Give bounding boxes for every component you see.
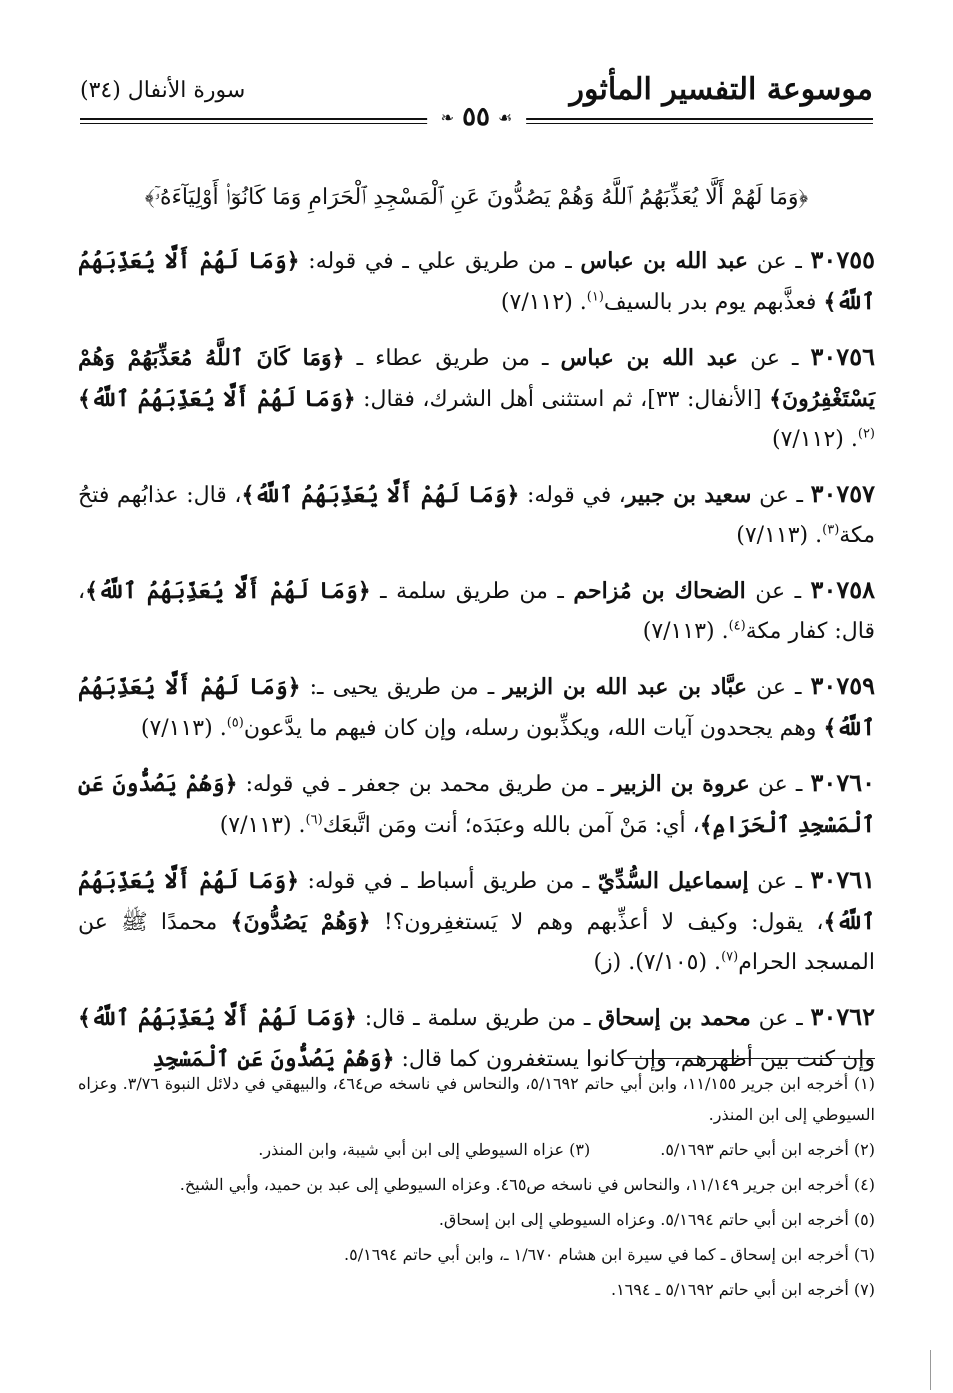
footnote-pair xyxy=(78,1134,875,1165)
narrator-name: عبد الله بن عباس xyxy=(580,248,748,274)
entry-number: ٣٠٧٥٩ xyxy=(810,671,875,700)
entry-text: ، قال: كفار مكة xyxy=(78,579,875,644)
entry-text: ـ من طريق سلمة ـ قال: xyxy=(356,1006,599,1031)
entry-text: ـ من طريق محمد بن جعفر ـ في قوله: xyxy=(237,772,612,797)
page-number: ٥٥ xyxy=(462,102,490,132)
quran-quote: ﴿وَمَا لَهُمْ أَلَّا يُعَذِّبَهُمُ ٱللَّهُ﴾ xyxy=(78,868,875,935)
entry-text: ـ من طريق سلمة ـ xyxy=(370,579,574,604)
ornament-icon: ☙ xyxy=(498,107,513,127)
volume-ref: . (٧/١١٣) xyxy=(219,813,306,838)
entry xyxy=(78,240,875,323)
footnote: (٥) أخرجه ابن أبي حاتم ٥/١٦٩٤. وعزاه السيوطي إلى ابن إسحاق. xyxy=(438,1210,875,1229)
entry-number: ٣٠٧٦١ xyxy=(810,865,875,894)
book-title: موسوعة التفسير المأثور xyxy=(569,72,873,107)
quran-quote: ﴿وَمَا كَانَ ٱللَّهُ مُعَذِّبَهُمْ وَهُمْ يَسْتَغْفِرُونَ﴾ xyxy=(78,345,876,412)
entry-text: ، في قوله: xyxy=(519,483,626,508)
volume-ref: . (٧/١١٣) xyxy=(642,619,729,644)
entry-text: ـ عن xyxy=(750,1006,811,1031)
entry-text: ، أي: مَنْ آمن بالله وعبَدَه؛ أنت ومَن اتَّبعَك xyxy=(322,813,700,838)
entry-number: ٣٠٧٥٨ xyxy=(810,575,875,604)
narrator-name: سعيد بن جبير xyxy=(625,482,752,508)
footnote: (١) أخرجه ابن جرير ١١/١٥٥، وابن أبي حاتم ٥/١٦٩٢، والنحاس في ناسخه ص٤٦٤، والبيهقي في دلائل النبوة ٣/٧٦. وعزاه السيوطي إلى ابن المنذر. xyxy=(78,1074,876,1124)
entry-text: ـ عن xyxy=(745,579,811,604)
volume-ref: . (٧/١١٢) xyxy=(772,427,858,452)
volume-ref: . (٧/١١٣) xyxy=(736,523,823,548)
entry-number: ٣٠٧٥٦ xyxy=(810,342,875,371)
quran-quote: ﴿وَمَا لَهُمْ أَلَّا يُعَذِّبَهُمُ ٱللَّهُ﴾ xyxy=(78,248,875,315)
entry xyxy=(78,860,875,983)
volume-ref: . (٧/١٠٥). (ز) xyxy=(593,950,722,975)
entry-text: ـ عن xyxy=(749,772,811,797)
surah-title: سورة الأنفال (٣٤) xyxy=(80,78,246,103)
entry xyxy=(78,763,875,846)
main-text xyxy=(78,178,875,1094)
entry xyxy=(78,337,875,460)
entry-text: وإن كنت بين أظهرهم، وإن كانوا يستغفرون كما قال: xyxy=(394,1047,875,1072)
footnote-marker: (٥) xyxy=(226,715,244,731)
verse-heading: ﴿وَمَا لَهُمْ أَلَّا يُعَذِّبَهُمُ ٱللَّهُ وَهُمْ يَصُدُّونَ عَنِ ٱلْمَسْجِدِ ٱلْحَرَامِ وَمَا كَانُوٓا۟ أَوْلِيَآءَهُۥٓ﴾ xyxy=(144,185,809,210)
entry-text: ـ عن xyxy=(747,675,811,700)
entry-text: ـ عن xyxy=(748,869,811,894)
quran-quote: ﴿وَمَا لَهُمْ أَلَّا يُعَذِّبَهُمُ ٱللَّهُ﴾ xyxy=(85,578,371,604)
footnote: (٣) عزاه السيوطي إلى ابن أبي شيبة، وابن المنذر. xyxy=(258,1140,591,1159)
footnote: (٦) أخرجه ابن إسحاق ـ كما في سيرة ابن هشام ١/٦٧٠ ـ، وابن أبي حاتم ٥/١٦٩٤. xyxy=(344,1245,875,1264)
footnote: (٤) أخرجه ابن جرير ١١/١٤٩، والنحاس في ناسخه ص٤٦٥. وعزاه السيوطي إلى عبد بن حميد، وأبي الشيخ. xyxy=(179,1175,875,1194)
volume-ref: . (٧/١١٣) xyxy=(140,716,227,741)
entry-text: ـ من طريق علي ـ في قوله: xyxy=(299,249,581,274)
entry-number: ٣٠٧٦٠ xyxy=(810,768,875,797)
narrator-name: عبد الله بن عباس xyxy=(560,345,739,371)
footnote: (٢) أخرجه ابن أبي حاتم ٥/١٦٩٣. xyxy=(660,1140,875,1159)
footnote-marker: (١) xyxy=(586,289,604,305)
quran-quote: ﴿وَمَا لَهُمْ أَلَّا يُعَذِّبَهُمُ ٱللَّهُ﴾ xyxy=(78,674,875,741)
footnote-divider xyxy=(620,1058,875,1059)
quran-quote: ﴿وَهُمْ يَصُدُّونَ﴾ xyxy=(230,909,371,935)
entry-text: ، قال: عذابُهم فتحُ مكة xyxy=(78,483,875,548)
entry xyxy=(78,570,875,652)
footnote-marker: (٤) xyxy=(728,618,746,634)
narrator-name: عبَّاد بن عبد الله بن الزبير xyxy=(503,674,747,700)
entry-text: ـ من طريق عطاء ـ xyxy=(344,346,561,371)
page-number-box xyxy=(427,102,527,132)
entry-text: ، يقول: وكيف لا أعذِّبهم وهم لا يَستغفِرون؟! xyxy=(370,910,824,935)
footnote-marker: (٧) xyxy=(721,949,739,965)
volume-ref: . (٧/١١٢) xyxy=(500,290,587,315)
quran-quote: ﴿وَمَا لَهُمْ أَلَّا يُعَذِّبَهُمُ ٱللَّهُ﴾ xyxy=(78,1005,357,1031)
quran-quote: ﴿وَمَا لَهُمْ أَلَّا يُعَذِّبَهُمُ ٱللَّهُ﴾ xyxy=(241,482,520,508)
entry-text: ـ عن xyxy=(738,346,811,371)
entry-text: ـ عن xyxy=(748,249,811,274)
entry-text: محمدًا ﷺ عن المسجد الحرام xyxy=(78,910,875,975)
entry xyxy=(78,474,875,556)
entry-number: ٣٠٧٥٥ xyxy=(810,245,875,274)
entry-text: وهم يجحدون آيات الله، ويكذِّبون رسله، وإن كان فيهم ما يدَّعون xyxy=(243,716,824,741)
page-header xyxy=(80,72,873,132)
footnotes xyxy=(78,1068,875,1309)
footnote-marker: (٣) xyxy=(822,522,840,538)
narrator-name: الضحاك بن مُزاحم xyxy=(573,578,746,604)
footnote: (٧) أخرجه ابن أبي حاتم ٥/١٦٩٢ ـ ١٦٩٤. xyxy=(610,1280,875,1299)
entry xyxy=(78,666,875,749)
quran-quote: ﴿وَهُمْ يَصُدُّونَ عَنِ ٱلْمَسْجِدِ xyxy=(152,1046,395,1072)
footnote-marker: (٦) xyxy=(305,812,323,828)
entry-text: [الأنفال: ٣٣]، ثم استثنى أهل الشرك، فقال: xyxy=(355,387,770,412)
footnote-marker: (٢) xyxy=(857,426,875,442)
entry-text: فعذَّبهم يوم بدر بالسيف xyxy=(603,290,824,315)
margin-mark xyxy=(930,1350,931,1390)
quran-quote: ﴿وَهُمْ يَصُدُّونَ عَنِ ٱلْمَسْجِدِ ٱلْحَرَامِ﴾ xyxy=(78,771,875,838)
ornament-icon: ❧ xyxy=(440,107,455,127)
narrator-name: إسماعيل السُّدِّيّ xyxy=(597,868,749,894)
entry-text: ـ من طريق يحيى ـ: xyxy=(300,675,504,700)
entry-text: ـ من طريق أسباط ـ في قوله: xyxy=(299,869,598,894)
narrator-name: محمد بن إسحاق xyxy=(598,1005,751,1031)
entry-number: ٣٠٧٦٢ xyxy=(810,1002,875,1031)
entry-text: ـ عن xyxy=(751,483,811,508)
entry-number: ٣٠٧٥٧ xyxy=(810,479,876,508)
narrator-name: عروة بن الزبير xyxy=(611,771,750,797)
quran-quote: ﴿وَمَا لَهُمْ أَلَّا يُعَذِّبَهُمُ ٱللَّهُ﴾ xyxy=(78,386,356,412)
